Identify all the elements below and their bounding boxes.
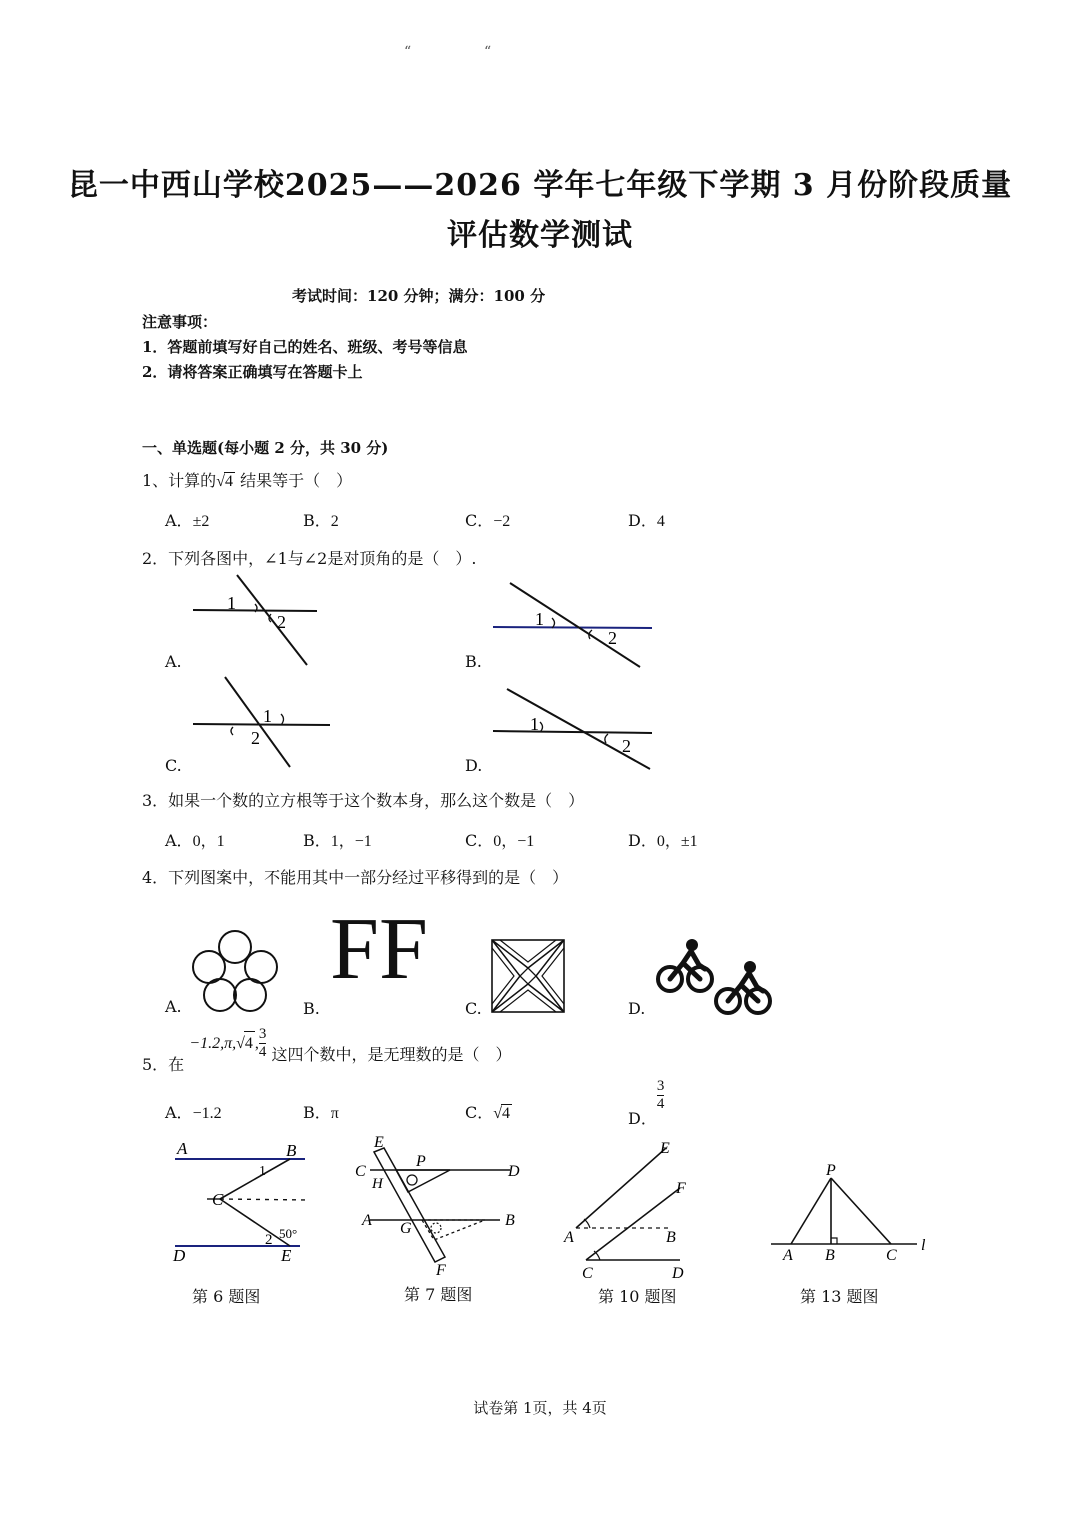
figure-7-caption: 第 7 题图 <box>404 1285 473 1304</box>
angle-1-label: 1 <box>535 609 544 629</box>
figure-13 <box>765 1160 945 1270</box>
angle-1-label: 1 <box>227 593 236 613</box>
q2-option-a: A. <box>165 652 182 671</box>
svg-text:H: H <box>372 1176 383 1192</box>
figure-7 <box>350 1132 530 1277</box>
angle-2-label: 2 <box>277 612 286 632</box>
q2-figure-b <box>490 578 660 678</box>
q2-option-c: C. <box>165 756 182 775</box>
q4-figure-c-pattern <box>490 938 570 1018</box>
q5-option-c: C．√4 <box>465 1103 511 1122</box>
svg-text:A: A <box>783 1247 793 1264</box>
q1-option-b: B．2 <box>303 511 339 530</box>
q4-figure-b-ff: FF <box>330 901 428 998</box>
svg-text:D: D <box>672 1265 684 1282</box>
q3-option-c: C．0，−1 <box>465 831 535 850</box>
svg-text:F: F <box>436 1262 446 1279</box>
q2-figure-d <box>490 684 660 784</box>
page-footer: 试卷第 1页，共 4页 <box>473 1399 607 1417</box>
svg-text:F: F <box>676 1180 686 1197</box>
figure-10 <box>560 1138 700 1283</box>
question-1 <box>142 468 352 491</box>
svg-text:50°: 50° <box>279 1226 298 1241</box>
svg-text:P: P <box>416 1153 426 1170</box>
q5-suffix: 这四个数中，是无理数的是（ ） <box>271 1045 512 1064</box>
angle-2-label: 2 <box>608 628 617 648</box>
notice-heading: 注意事项： <box>142 313 218 331</box>
q4-figure-d-cyclists <box>655 935 780 1015</box>
figure-6 <box>165 1140 325 1270</box>
svg-text:2: 2 <box>265 1232 273 1248</box>
figure-6-caption: 第 6 题图 <box>192 1287 261 1306</box>
q5-option-a: A．−1.2 <box>165 1103 222 1122</box>
svg-text:E: E <box>660 1140 670 1157</box>
q5-option-d: D． $\frac{3}{4}$ <box>628 1078 665 1128</box>
svg-text:l: l <box>921 1237 926 1254</box>
q1-suffix: 结果等于（ ） <box>240 471 353 490</box>
svg-text:G: G <box>400 1220 412 1237</box>
svg-text:E: E <box>374 1134 384 1151</box>
q5-radicand: 4 <box>244 1031 255 1056</box>
q3-option-a: A．0，1 <box>165 831 225 850</box>
q1-radicand: 4 <box>224 473 233 490</box>
angle-1-label: 1 <box>263 706 272 726</box>
svg-text:A: A <box>362 1212 372 1229</box>
svg-text:C: C <box>886 1247 897 1264</box>
exam-title-line2: 评估数学测试 <box>447 218 633 253</box>
svg-text:D: D <box>508 1163 520 1180</box>
section-heading: 一、单选题(每小题 2 分，共 30 分) <box>142 439 389 457</box>
q3-option-d: D．0，±1 <box>628 831 698 850</box>
q1-prefix: 1、计算的 <box>142 471 217 490</box>
svg-text:B: B <box>286 1141 297 1160</box>
svg-text:B: B <box>666 1229 676 1246</box>
q4-option-c: C. <box>465 999 482 1018</box>
question-4: 4．下列图案中，不能用其中一部分经过平移得到的是（ ） <box>142 868 569 887</box>
q1-option-d: D．4 <box>628 511 665 530</box>
svg-text:A: A <box>564 1229 574 1246</box>
header-mark-left: “ <box>404 44 412 60</box>
q4-option-b: B. <box>303 999 320 1018</box>
angle-2-label: 2 <box>251 728 260 748</box>
svg-text:B: B <box>505 1212 515 1229</box>
cyclist-icon <box>658 939 712 991</box>
angle-2-label: 2 <box>622 736 631 756</box>
svg-text:P: P <box>826 1162 836 1179</box>
q1-option-a: A．±2 <box>165 511 210 530</box>
q2-option-d: D. <box>465 756 483 775</box>
notice-item: 1．答题前填写好自己的姓名、班级、考号等信息 <box>142 338 468 356</box>
q5-prefix: 5．在 <box>142 1055 185 1074</box>
q4-option-a: A. <box>165 997 182 1016</box>
svg-text:E: E <box>281 1246 292 1265</box>
q2-figure-c <box>185 672 335 772</box>
exam-title-line1: 昆一中西山学校2025——2026 学年七年级下学期 3 月份阶段质量 <box>67 168 1013 203</box>
sqrt-sign: √ <box>216 473 225 490</box>
angle-1-label: 1 <box>530 714 539 734</box>
svg-text:C: C <box>355 1163 366 1180</box>
figure-13-caption: 第 13 题图 <box>800 1287 879 1306</box>
q5-numbers: −1.2,π, <box>189 1035 237 1052</box>
exam-info: 考试时间：120 分钟；满分：100 分 <box>292 287 546 305</box>
notice-item: 2．请将答案正确填写在答题卡上 <box>142 363 363 381</box>
svg-text:D: D <box>173 1246 186 1265</box>
q2-figure-a <box>185 570 335 670</box>
header-mark-right: “ <box>484 44 492 60</box>
question-5: 5．在 −1.2,π,√4 , $\frac{3}{4}$ 这四个数中，是无理数的是（ ） <box>142 1026 512 1074</box>
question-3: 3．如果一个数的立方根等于这个数本身，那么这个数是（ ） <box>142 791 585 810</box>
svg-text:1: 1 <box>259 1164 266 1179</box>
q1-option-c: C．−2 <box>465 511 511 530</box>
svg-text:A: A <box>177 1139 188 1158</box>
q4-figure-a-circles <box>190 925 280 1015</box>
figure-10-caption: 第 10 题图 <box>598 1287 677 1306</box>
q5-fraction: $\frac{3}{4}$ <box>258 1026 267 1060</box>
svg-text:B: B <box>825 1247 835 1264</box>
q5-option-b: B．π <box>303 1103 339 1122</box>
q2-option-b: B. <box>465 652 482 671</box>
question-2: 2．下列各图中，∠1与∠2是对顶角的是（ ）. <box>142 549 477 568</box>
svg-text:C: C <box>582 1265 593 1282</box>
svg-text:C: C <box>212 1190 224 1209</box>
q3-option-b: B．1，−1 <box>303 831 372 850</box>
cyclist-icon <box>716 961 770 1013</box>
q4-option-d: D. <box>628 999 646 1018</box>
